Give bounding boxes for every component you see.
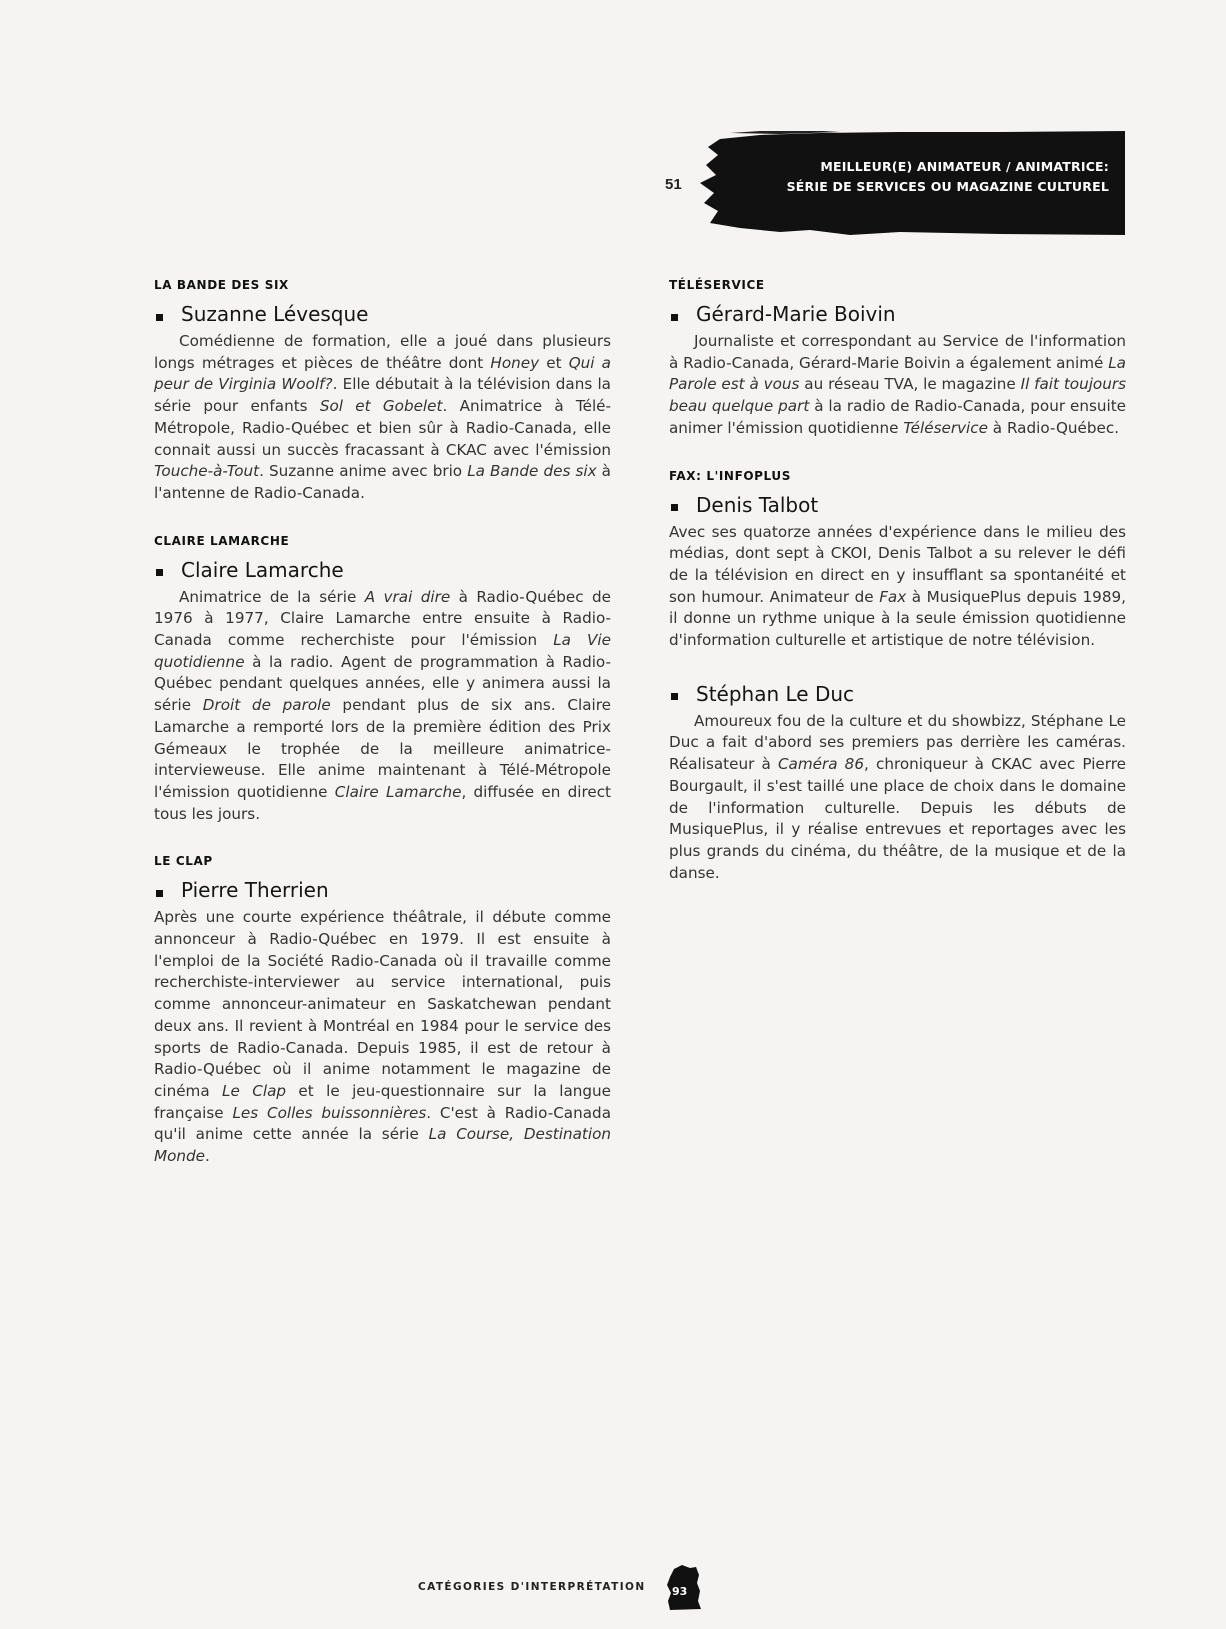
square-bullet-icon xyxy=(156,314,163,321)
right-column xyxy=(669,278,1126,913)
text-run: . Elle débutait à la télévision dans la série pour enfants xyxy=(154,375,611,416)
nominee-name xyxy=(669,681,1126,707)
square-bullet-icon xyxy=(156,890,163,897)
nominee-name-text: Pierre Therrien xyxy=(181,878,329,903)
nominee-entry xyxy=(154,534,611,826)
text-run: , diffusée en direct tous les jours. xyxy=(154,782,612,823)
text-run: au réseau TVA, le magazine xyxy=(799,375,1021,394)
text-run: Avec ses quatorze années d'expérience dans le milieu des médias, dont sept à CKOI, Denis Talbot a su relever le défi de la télévision en direct en y insufflant sa spontanéité et son humour. Animateur de xyxy=(669,522,1126,606)
nominee-name xyxy=(669,301,1126,327)
show-title: LA BANDE DES SIX xyxy=(154,278,289,292)
nominee-entry xyxy=(669,278,1126,440)
nominee-name-text: Stéphan Le Duc xyxy=(696,681,855,706)
text-run: à la radio. Agent de programmation à Radio-Québec pendant quelques années, elle y animera aussi la série xyxy=(154,652,611,715)
text-run: . Suzanne anime avec brio xyxy=(259,462,468,481)
text-run: à Radio-Québec de 1976 à 1977, Claire Lamarche entre ensuite à Radio-Canada comme recherchiste pour l'émission xyxy=(154,587,611,650)
title-italic-run: Les Colles buissonnières xyxy=(232,1103,427,1122)
show-title: LE CLAP xyxy=(154,854,213,869)
text-run: . xyxy=(205,1147,210,1166)
title-italic-run: Fax xyxy=(879,587,907,606)
nominee-entry xyxy=(154,854,611,1167)
text-run: à la radio de Radio-Canada, pour ensuite animer l'émission quotidienne xyxy=(669,397,1126,437)
text-run: à l'antenne de Radio-Canada. xyxy=(154,462,611,502)
title-italic-run: Claire Lamarche xyxy=(334,782,462,801)
title-italic-run: Sol et Gobelet xyxy=(319,397,443,416)
category-title-banner xyxy=(700,131,1125,236)
show-title: TÉLÉSERVICE xyxy=(669,278,765,292)
nominee-bio xyxy=(669,522,1126,652)
nominee-bio xyxy=(669,331,1126,440)
category-number: 51 xyxy=(665,176,682,193)
nominee-name-text: Suzanne Lévesque xyxy=(181,302,369,326)
footer-section-label: CATÉGORIES D'INTERPRÉTATION xyxy=(418,1581,646,1593)
nominee-name-text: Claire Lamarche xyxy=(181,557,344,582)
text-run: Journaliste et correspondant au Service de l'information à Radio-Canada, Gérard-Marie Boivin a également animé xyxy=(669,332,1126,372)
square-bullet-icon xyxy=(156,569,163,576)
title-italic-run: Qui a peur de Virginia Woolf? xyxy=(154,353,611,394)
nominee-name-text: Gérard-Marie Boivin xyxy=(696,302,896,326)
category-title-line2: SÉRIE DE SERVICES OU MAGAZINE CULTUREL xyxy=(786,179,1109,194)
text-run: Amoureux fou de la culture et du showbizz, Stéphane Le Duc a fait d'abord ses premiers pas derrière les caméras. Réalisateur à xyxy=(669,711,1126,774)
text-run: et xyxy=(539,353,569,372)
title-italic-run: Droit de parole xyxy=(202,696,331,715)
title-italic-run: La Bande des six xyxy=(467,462,597,481)
text-run: à Radio-Québec. xyxy=(987,418,1120,437)
text-run: . Animatrice à Télé-Métropole, Radio-Québec et bien sûr à Radio-Canada, elle connait aussi un succès fracassant à CKAC avec l'émission xyxy=(154,397,612,459)
title-italic-run: La Vie quotidienne xyxy=(154,631,611,671)
text-run: et le jeu-questionnaire sur la langue française xyxy=(154,1081,612,1122)
title-italic-run: La Parole est à vous xyxy=(669,353,1126,394)
nominee-name xyxy=(669,492,1126,518)
text-run: . C'est à Radio-Canada qu'il anime cette année la série xyxy=(154,1103,611,1144)
text-run: Comédienne de formation, elle a joué dans plusieurs longs métrages et pièces de théâtre dont xyxy=(154,332,611,372)
page-number: 93 xyxy=(672,1585,688,1598)
nominee-name-text: Denis Talbot xyxy=(696,492,819,517)
nominee-bio xyxy=(154,331,611,505)
title-italic-run: Le Clap xyxy=(222,1081,287,1100)
text-run: Animatrice de la série xyxy=(179,587,365,606)
category-title-line1: MEILLEUR(E) ANIMATEUR / ANIMATRICE: xyxy=(820,159,1109,174)
title-italic-run: La Course, Destination Monde xyxy=(154,1125,611,1166)
title-italic-run: Il fait toujours beau quelque part xyxy=(669,375,1126,416)
text-run: , chroniqueur à CKAC avec Pierre Bourgault, il s'est taillé une place de choix dans le domaine de l'information culturelle. Depuis les débuts de MusiquePlus, il y réalise entrevues et reportages avec les plus grands du cinéma, du théâtre, de la musique et de la danse. xyxy=(669,755,1126,882)
show-title: FAX: L'INFOPLUS xyxy=(669,468,791,483)
text-run: à MusiquePlus depuis 1989, il donne un rythme unique à la seule émission quotidienne d'information culturelle et artistique de notre télévision. xyxy=(669,587,1126,650)
nominee-bio xyxy=(669,711,1126,885)
square-bullet-icon xyxy=(671,504,678,511)
nominee-name xyxy=(154,557,611,583)
nominee-name xyxy=(154,877,611,903)
left-column xyxy=(154,278,611,1197)
category-title xyxy=(787,157,1109,197)
page-number-badge xyxy=(666,1565,706,1611)
title-italic-run: Caméra 86 xyxy=(777,755,865,774)
title-italic-run: Téléservice xyxy=(903,418,988,437)
text-run: pendant plus de six ans. Claire Lamarche a remporté lors de la première édition des Prix Gémeaux le trophée de la meilleure animatrice-intervieweuse. Elle anime maintenant à Télé-Métropole l'émission quotidienne xyxy=(154,696,611,801)
nominee-bio xyxy=(154,587,611,826)
nominee-entry xyxy=(154,278,611,505)
square-bullet-icon xyxy=(671,693,678,700)
square-bullet-icon xyxy=(671,314,678,321)
text-run: Après une courte expérience théâtrale, il débute comme annonceur à Radio-Québec en 1979. Il est ensuite à l'emploi de la Société Radio-Canada où il travaille comme recherchiste-interviewer au service international, puis comme annonceur-animateur en Saskatchewan pendant deux ans. Il revient à Montréal en 1984 pour le service des sports de Radio-Canada. Depuis 1985, il est de retour à Radio-Québec où il anime notamment le magazine de cinéma xyxy=(154,908,611,1100)
show-title: CLAIRE LAMARCHE xyxy=(154,533,290,548)
nominee-entry xyxy=(669,681,1126,885)
nominee-bio xyxy=(154,907,611,1167)
title-italic-run: Touche-à-Tout xyxy=(154,462,260,481)
nominee-name xyxy=(154,301,611,327)
title-italic-run: Honey xyxy=(490,353,540,372)
title-italic-run: A vrai dire xyxy=(364,587,451,606)
nominee-entry xyxy=(669,469,1126,652)
